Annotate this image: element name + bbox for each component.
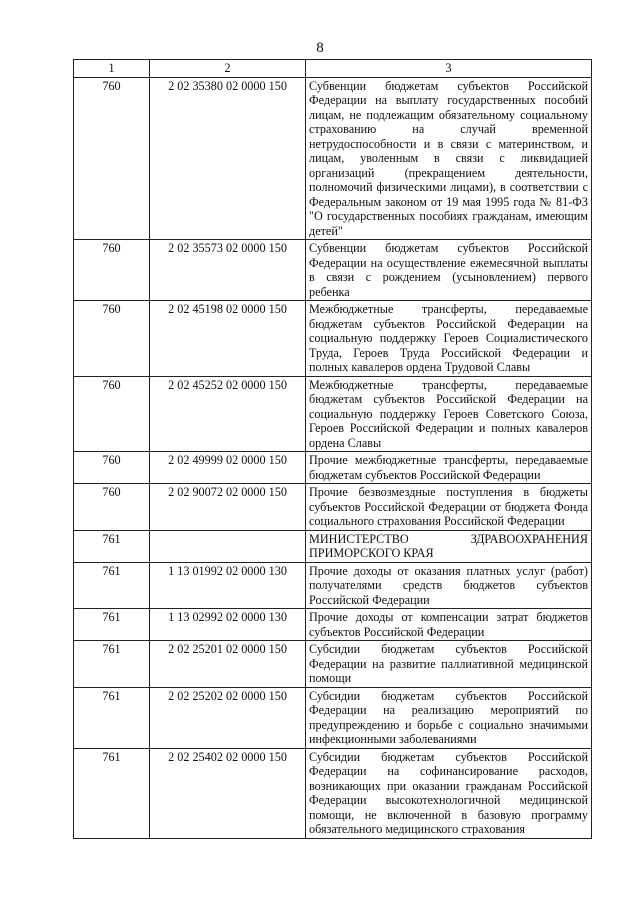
budget-code-cell: 2 02 35380 02 0000 150 [150,77,306,240]
table-header-row [74,60,592,78]
table-row [74,376,592,452]
table-row [74,687,592,748]
column-header-3: 3 [306,60,592,78]
admin-code-cell: 761 [74,609,150,641]
admin-code-cell: 761 [74,748,150,838]
budget-code-cell: 2 02 25202 02 0000 150 [150,687,306,748]
table-row [74,240,592,301]
table-row [74,748,592,838]
description-cell: Прочие межбюджетные трансферты, передаваемые бюджетам субъектов Российской Федерации [306,452,592,484]
description-cell: Субсидии бюджетам субъектов Российской Федерации на реализацию мероприятий по предупреждению и борьбе с социально значимыми инфекционными заболеваниями [306,687,592,748]
budget-code-cell: 1 13 02992 02 0000 130 [150,609,306,641]
table-row [74,301,592,377]
table-row [74,452,592,484]
description-cell: Прочие безвозмездные поступления в бюджеты субъектов Российской Федерации от бюджета Фонда социального страхования Российской Федерации [306,484,592,531]
description-cell: Межбюджетные трансферты, передаваемые бюджетам субъектов Российской Федерации на социальную поддержку Героев Советского Союза, Героев Российской Федерации и полных кавалеров ордена Славы [306,376,592,452]
description-cell: Межбюджетные трансферты, передаваемые бюджетам субъектов Российской Федерации на социальную поддержку Героев Социалистического Труда, Героев Труда Российской Федерации и полных кавалеров ордена Трудовой Славы [306,301,592,377]
table-row [74,77,592,240]
description-cell: Прочие доходы от оказания платных услуг (работ) получателями средств бюджетов субъектов Российской Федерации [306,562,592,609]
ministry-heading-cell: МИНИСТЕРСТВО ЗДРАВООХРАНЕНИЯ ПРИМОРСКОГО КРАЯ [306,530,592,562]
table-row-section-heading [74,530,592,562]
admin-code-cell: 761 [74,530,150,562]
admin-code-cell: 760 [74,484,150,531]
admin-code-cell: 761 [74,641,150,688]
budget-code-cell: 2 02 25201 02 0000 150 [150,641,306,688]
page-number: 8 [316,40,324,56]
budget-code-cell: 2 02 49999 02 0000 150 [150,452,306,484]
admin-code-cell: 761 [74,562,150,609]
admin-code-cell: 760 [74,240,150,301]
description-cell: Субсидии бюджетам субъектов Российской Федерации на развитие паллиативной медицинской помощи [306,641,592,688]
admin-code-cell: 760 [74,301,150,377]
description-cell: Прочие доходы от компенсации затрат бюджетов субъектов Российской Федерации [306,609,592,641]
admin-code-cell: 760 [74,376,150,452]
column-header-2: 2 [150,60,306,78]
budget-code-cell: 2 02 35573 02 0000 150 [150,240,306,301]
description-cell: Субвенции бюджетам субъектов Российской Федерации на выплату государственных пособий лицам, не подлежащим обязательному социальному страхованию на случай временной нетрудоспособности и в связи с материнством, и лицам, уволенным в связи с ликвидацией организаций (прекращением деятельности, полномочий физическими лицами), в соответствии с Федеральным законом от 19 мая 1995 года № 81-ФЗ "О государственных пособиях гражданам, имеющим детей" [306,77,592,240]
budget-code-cell: 2 02 45252 02 0000 150 [150,376,306,452]
table-row [74,641,592,688]
table-row [74,609,592,641]
budget-code-cell: 1 13 01992 02 0000 130 [150,562,306,609]
revenue-codes-table [73,59,592,839]
budget-code-cell [150,530,306,562]
table-row [74,484,592,531]
budget-code-cell: 2 02 25402 02 0000 150 [150,748,306,838]
budget-code-cell: 2 02 90072 02 0000 150 [150,484,306,531]
budget-code-cell: 2 02 45198 02 0000 150 [150,301,306,377]
admin-code-cell: 760 [74,77,150,240]
table-row [74,562,592,609]
column-header-1: 1 [74,60,150,78]
description-cell: Субвенции бюджетам субъектов Российской Федерации на осуществление ежемесячной выплаты в связи с рождением (усыновлением) первого ребенка [306,240,592,301]
admin-code-cell: 761 [74,687,150,748]
description-cell: Субсидии бюджетам субъектов Российской Федерации на софинансирование расходов, возникающих при оказании гражданам Российской Федерации высокотехнологичной медицинской помощи, не включенной в базовую программу обязательного медицинского страхования [306,748,592,838]
admin-code-cell: 760 [74,452,150,484]
